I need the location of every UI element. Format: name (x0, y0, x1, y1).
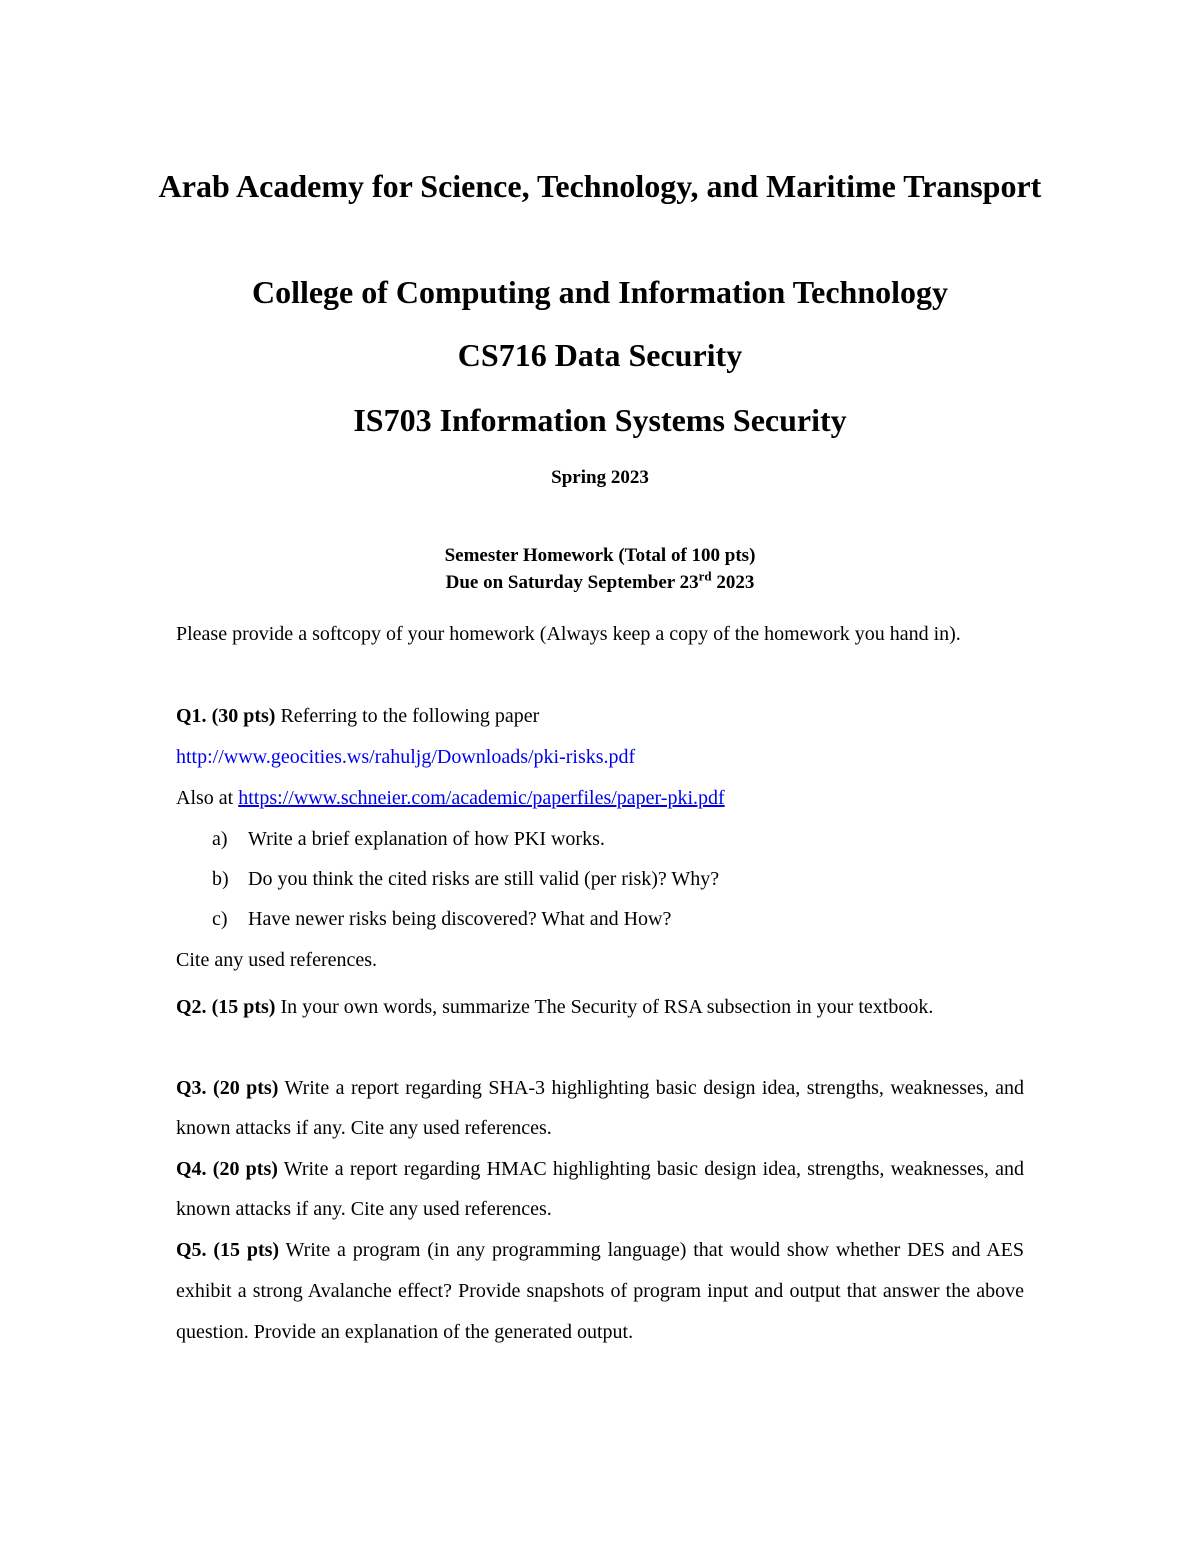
question-4 (176, 1149, 1024, 1229)
term-label: Spring 2023 (551, 467, 649, 488)
q1-link-geocities[interactable]: http://www.geocities.ws/rahuljg/Downloads/pki-risks.pdf (176, 746, 636, 768)
q3-points: (20 pts) (213, 1077, 279, 1099)
q1-also-at-label: Also at (176, 787, 239, 809)
q1-text: Referring to the following paper (275, 705, 540, 727)
q1-points: (30 pts) (211, 705, 276, 727)
q4-label: Q4. (176, 1158, 207, 1180)
q1-link-geocities-row (176, 743, 1024, 771)
q1-item-c (212, 905, 1012, 933)
q5-label: Q5. (176, 1239, 207, 1261)
assignment-title: Semester Homework (Total of 100 pts) (444, 545, 756, 566)
q1-item-a (212, 825, 1012, 853)
q1-item-b (212, 865, 1012, 893)
q3-text: Write a report regarding SHA-3 highlighting basic design idea, strengths, weaknesses, and known attacks if any. Cite any used references. (176, 1077, 1025, 1139)
question-5 (176, 1230, 1024, 1353)
q1-also-at-row (176, 784, 1024, 812)
q3-label: Q3. (176, 1077, 207, 1099)
course-title-cs716: CS716 Data Security (457, 337, 743, 373)
instructions-paragraph: Please provide a softcopy of your homework (Always keep a copy of the homework you hand in). (176, 623, 961, 645)
q4-points: (20 pts) (212, 1158, 278, 1180)
institution-title: Arab Academy for Science, Technology, and Maritime Transport (158, 168, 1042, 204)
q2-points: (15 pts) (211, 996, 276, 1018)
q1-link-schneier[interactable]: https://www.schneier.com/academic/paperfiles/paper-pki.pdf (238, 787, 725, 809)
due-date-year: 2023 (711, 572, 755, 593)
due-date (100, 570, 1100, 595)
q1-item-b-marker: b) (212, 868, 229, 890)
q2-label: Q2. (176, 996, 207, 1018)
question-3 (176, 1068, 1024, 1148)
q1-cite: Cite any used references. (176, 949, 378, 971)
question-1 (176, 702, 1024, 730)
q1-item-a-marker: a) (212, 828, 228, 850)
q1-item-c-marker: c) (212, 908, 228, 930)
q1-item-c-text: Have newer risks being discovered? What and How? (248, 908, 672, 930)
q1-item-a-text: Write a brief explanation of how PKI works. (248, 828, 605, 850)
q5-text: Write a program (in any programming language) that would show whether DES and AES exhibit a strong Avalanche effect? Provide snapshots of program input and output that answer the above question. Provide an explanation of the generated output. (176, 1239, 1025, 1343)
q5-points: (15 pts) (213, 1239, 280, 1261)
due-date-suffix: rd (698, 568, 712, 584)
due-date-text: Due on Saturday September 23 (445, 572, 699, 593)
q4-text: Write a report regarding HMAC highlighting basic design idea, strengths, weaknesses, and known attacks if any. Cite any used references. (176, 1158, 1025, 1220)
question-2 (176, 987, 1024, 1027)
q2-text: In your own words, summarize The Security of RSA subsection in your textbook. (275, 996, 934, 1018)
course-title-is703: IS703 Information Systems Security (353, 402, 847, 438)
college-title: College of Computing and Information Technology (251, 274, 949, 310)
q1-label: Q1. (176, 705, 207, 727)
q1-item-b-text: Do you think the cited risks are still valid (per risk)? Why? (248, 868, 720, 890)
